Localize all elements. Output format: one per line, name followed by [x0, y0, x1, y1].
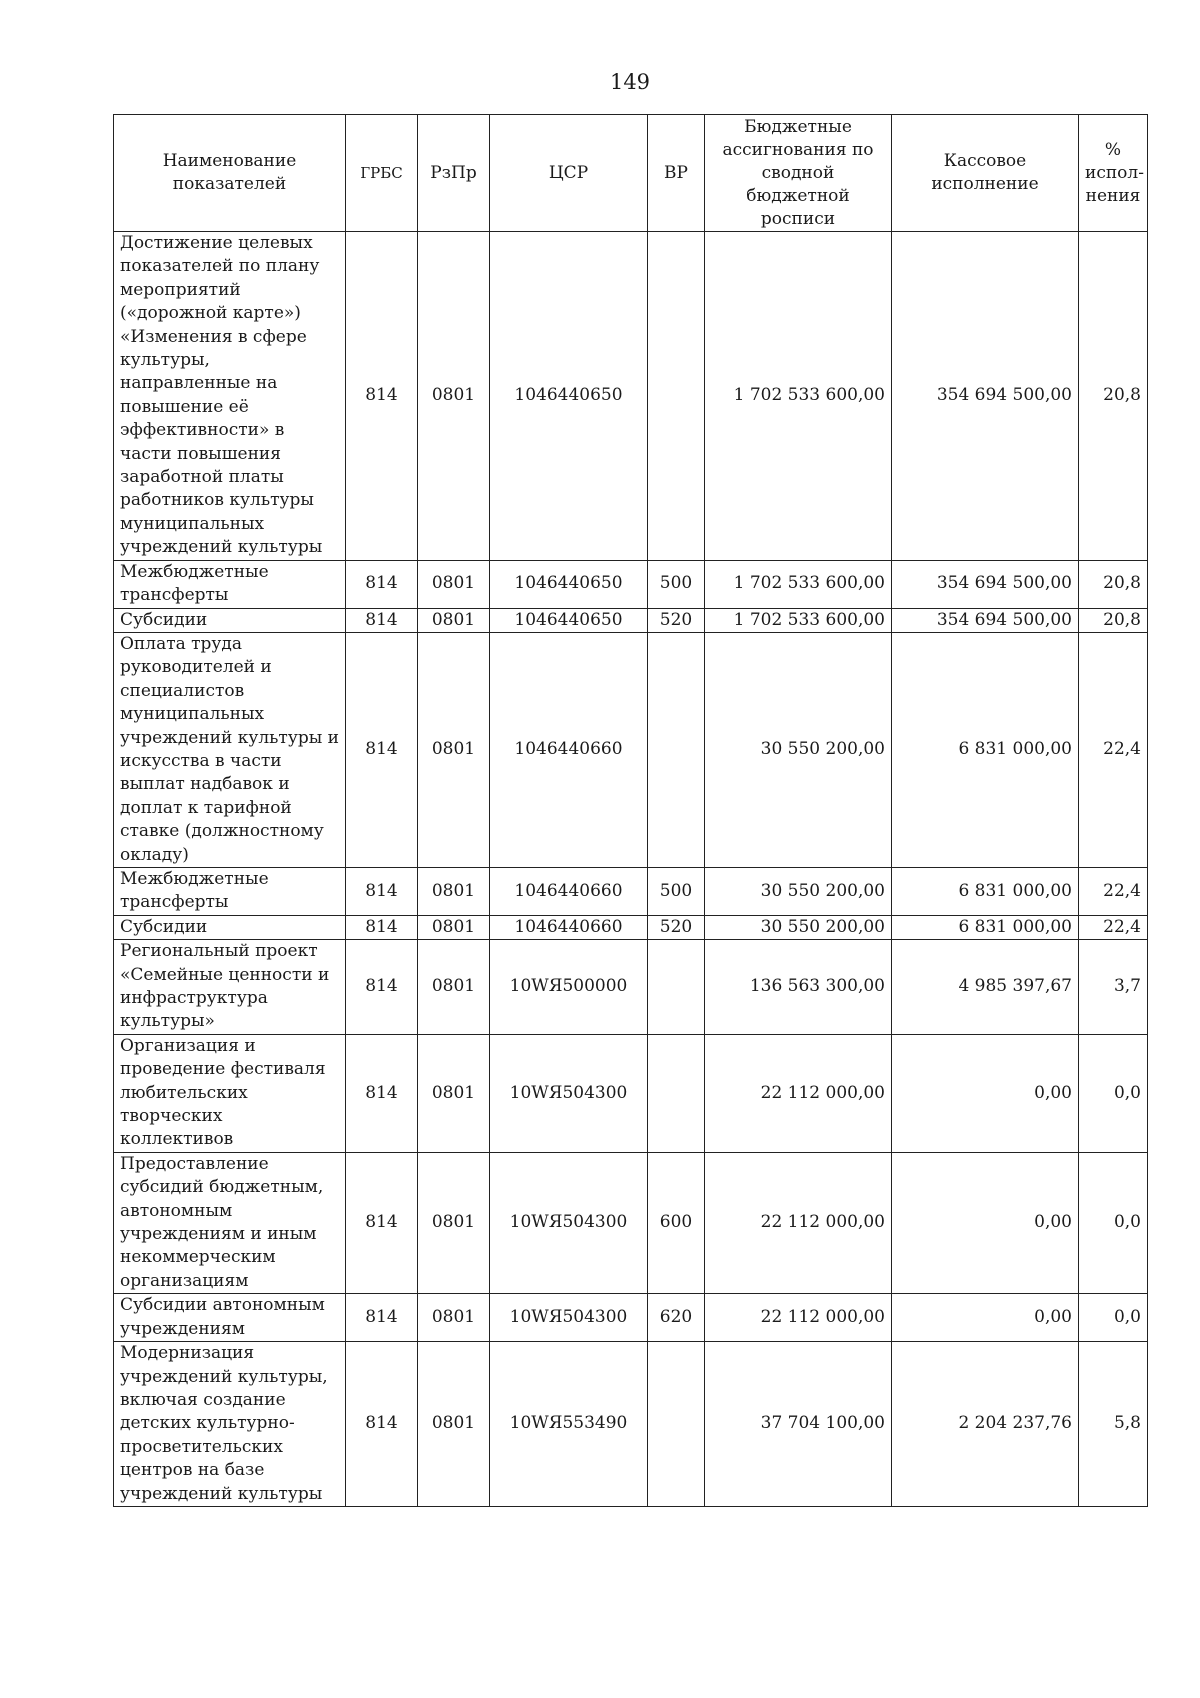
cell-percent: 22,4	[1079, 632, 1148, 867]
cell-vr: 620	[648, 1294, 705, 1342]
cell-allocations: 1 702 533 600,00	[705, 232, 892, 561]
cell-name: Межбюджетные трансферты	[114, 867, 346, 915]
cell-vr	[648, 632, 705, 867]
table-row	[114, 867, 1148, 915]
cell-rzpr: 0801	[418, 608, 490, 632]
header-allocations: Бюджетные ассигнования по сводной бюджетной росписи	[705, 115, 892, 232]
cell-allocations: 22 112 000,00	[705, 1294, 892, 1342]
cell-allocations: 30 550 200,00	[705, 867, 892, 915]
table-row	[114, 915, 1148, 939]
cell-percent: 0,0	[1079, 1034, 1148, 1152]
table-row	[114, 1152, 1148, 1293]
cell-cash: 6 831 000,00	[892, 867, 1079, 915]
table-header-row	[114, 115, 1148, 232]
cell-name: Организация и проведение фестиваля любительских творческих коллективов	[114, 1034, 346, 1152]
cell-percent: 0,0	[1079, 1152, 1148, 1293]
cell-cash: 0,00	[892, 1152, 1079, 1293]
cell-csr: 10WЯ500000	[490, 940, 648, 1035]
cell-name: Модернизация учреждений культуры, включая создание детских культурно-просветительских центров на базе учреждений культуры	[114, 1342, 346, 1507]
cell-vr: 520	[648, 608, 705, 632]
cell-grbs: 814	[346, 560, 418, 608]
cell-rzpr: 0801	[418, 1342, 490, 1507]
cell-rzpr: 0801	[418, 560, 490, 608]
cell-csr: 1046440660	[490, 915, 648, 939]
cell-allocations: 136 563 300,00	[705, 940, 892, 1035]
cell-csr: 1046440660	[490, 867, 648, 915]
cell-csr: 10WЯ553490	[490, 1342, 648, 1507]
cell-percent: 5,8	[1079, 1342, 1148, 1507]
cell-vr: 500	[648, 560, 705, 608]
cell-percent: 0,0	[1079, 1294, 1148, 1342]
table-row	[114, 560, 1148, 608]
table-row	[114, 1294, 1148, 1342]
cell-cash: 4 985 397,67	[892, 940, 1079, 1035]
cell-cash: 6 831 000,00	[892, 915, 1079, 939]
table-row	[114, 940, 1148, 1035]
cell-vr	[648, 232, 705, 561]
cell-csr: 10WЯ504300	[490, 1152, 648, 1293]
cell-percent: 3,7	[1079, 940, 1148, 1035]
cell-cash: 0,00	[892, 1294, 1079, 1342]
cell-grbs: 814	[346, 915, 418, 939]
cell-rzpr: 0801	[418, 632, 490, 867]
cell-csr: 1046440650	[490, 232, 648, 561]
table-body	[114, 232, 1148, 1507]
header-vr: ВР	[648, 115, 705, 232]
cell-cash: 354 694 500,00	[892, 560, 1079, 608]
cell-grbs: 814	[346, 232, 418, 561]
cell-grbs: 814	[346, 1034, 418, 1152]
header-rzpr: РзПр	[418, 115, 490, 232]
page-number: 149	[609, 70, 651, 94]
cell-name: Достижение целевых показателей по плану мероприятий («дорожной карте») «Изменения в сфере культуры, направленные на повышение её эффективности» в части повышения заработной платы работников культуры муниципальных учреждений культуры	[114, 232, 346, 561]
cell-rzpr: 0801	[418, 915, 490, 939]
cell-name: Субсидии	[114, 915, 346, 939]
cell-name: Межбюджетные трансферты	[114, 560, 346, 608]
header-name: Наименование показателей	[114, 115, 346, 232]
cell-rzpr: 0801	[418, 232, 490, 561]
cell-allocations: 22 112 000,00	[705, 1034, 892, 1152]
cell-percent: 22,4	[1079, 867, 1148, 915]
cell-grbs: 814	[346, 1294, 418, 1342]
cell-grbs: 814	[346, 940, 418, 1035]
cell-csr: 1046440650	[490, 560, 648, 608]
header-cash: Кассовое исполнение	[892, 115, 1079, 232]
cell-percent: 20,8	[1079, 232, 1148, 561]
cell-name: Субсидии автономным учреждениям	[114, 1294, 346, 1342]
cell-cash: 354 694 500,00	[892, 232, 1079, 561]
cell-csr: 1046440660	[490, 632, 648, 867]
cell-rzpr: 0801	[418, 1294, 490, 1342]
table-row	[114, 1034, 1148, 1152]
cell-vr: 500	[648, 867, 705, 915]
cell-allocations: 1 702 533 600,00	[705, 560, 892, 608]
cell-cash: 354 694 500,00	[892, 608, 1079, 632]
cell-percent: 20,8	[1079, 560, 1148, 608]
cell-name: Региональный проект «Семейные ценности и инфраструктура культуры»	[114, 940, 346, 1035]
cell-rzpr: 0801	[418, 867, 490, 915]
cell-rzpr: 0801	[418, 1152, 490, 1293]
cell-vr	[648, 940, 705, 1035]
cell-allocations: 37 704 100,00	[705, 1342, 892, 1507]
cell-csr: 10WЯ504300	[490, 1034, 648, 1152]
cell-vr	[648, 1342, 705, 1507]
cell-csr: 1046440650	[490, 608, 648, 632]
cell-grbs: 814	[346, 1152, 418, 1293]
cell-allocations: 30 550 200,00	[705, 915, 892, 939]
cell-percent: 22,4	[1079, 915, 1148, 939]
table-row	[114, 632, 1148, 867]
header-percent: % испол-нения	[1079, 115, 1148, 232]
cell-name: Субсидии	[114, 608, 346, 632]
cell-grbs: 814	[346, 1342, 418, 1507]
table-row	[114, 1342, 1148, 1507]
cell-percent: 20,8	[1079, 608, 1148, 632]
cell-cash: 0,00	[892, 1034, 1079, 1152]
cell-allocations: 22 112 000,00	[705, 1152, 892, 1293]
cell-allocations: 30 550 200,00	[705, 632, 892, 867]
cell-cash: 2 204 237,76	[892, 1342, 1079, 1507]
header-grbs: ГРБС	[346, 115, 418, 232]
cell-cash: 6 831 000,00	[892, 632, 1079, 867]
cell-name: Предоставление субсидий бюджетным, автономным учреждениям и иным некоммерческим организациям	[114, 1152, 346, 1293]
cell-vr	[648, 1034, 705, 1152]
header-csr: ЦСР	[490, 115, 648, 232]
table-row	[114, 608, 1148, 632]
cell-name: Оплата труда руководителей и специалистов муниципальных учреждений культуры и искусства в части выплат надбавок и доплат к тарифной ставке (должностному окладу)	[114, 632, 346, 867]
cell-rzpr: 0801	[418, 940, 490, 1035]
cell-vr: 600	[648, 1152, 705, 1293]
cell-grbs: 814	[346, 608, 418, 632]
cell-rzpr: 0801	[418, 1034, 490, 1152]
cell-allocations: 1 702 533 600,00	[705, 608, 892, 632]
cell-vr: 520	[648, 915, 705, 939]
cell-grbs: 814	[346, 632, 418, 867]
cell-grbs: 814	[346, 867, 418, 915]
budget-execution-table	[113, 114, 1148, 1507]
table-row	[114, 232, 1148, 561]
cell-csr: 10WЯ504300	[490, 1294, 648, 1342]
